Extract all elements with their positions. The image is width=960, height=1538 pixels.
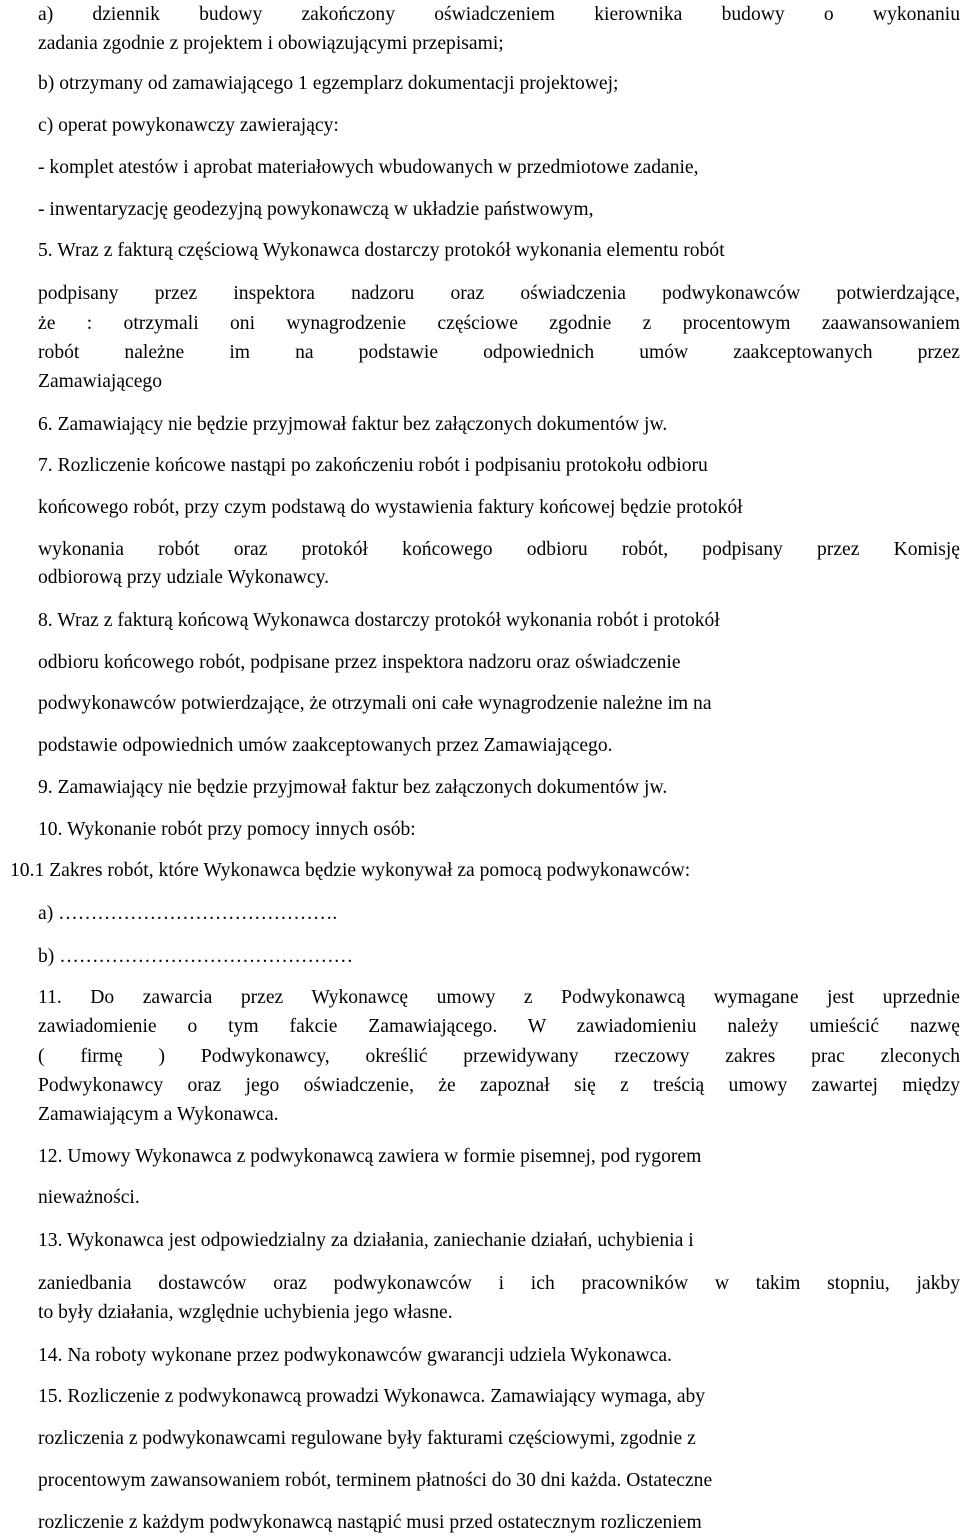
text-line: Zamawiającego bbox=[38, 371, 163, 392]
text-line: 6. Zamawiający nie będzie przyjmował faktur bez załączonych dokumentów jw. bbox=[38, 414, 668, 435]
text-line: odbioru końcowego robót, podpisane przez inspektora nadzoru oraz oświadczenie bbox=[38, 652, 681, 673]
text-line: końcowego robót, przy czym podstawą do wystawienia faktury końcowej będzie protokół bbox=[38, 497, 743, 518]
text-line: rozliczenie z każdym podwykonawcą nastąpić musi przed ostatecznym rozliczeniem bbox=[38, 1512, 702, 1533]
text-line: a) ……………………………………. bbox=[38, 903, 338, 924]
text-line: wykonania robót oraz protokół końcowego odbioru robót, podpisany przez Komisję bbox=[38, 539, 960, 560]
text-line: 8. Wraz z fakturą końcową Wykonawca dostarczy protokół wykonania robót i protokół bbox=[38, 610, 720, 631]
text-line: zawiadomienie o tym fakcie Zamawiającego. W zawiadomieniu należy umieścić nazwę bbox=[38, 1016, 960, 1037]
text-line: że : otrzymali oni wynagrodzenie częściowe zgodnie z procentowym zaawansowaniem bbox=[38, 313, 960, 334]
text-line: procentowym zawansowaniem robót, terminem płatności do 30 dni każda. Ostateczne bbox=[38, 1470, 713, 1491]
text-line: - inwentaryzację geodezyjną powykonawczą w układzie państwowym, bbox=[38, 199, 594, 220]
text-line: odbiorową przy udziale Wykonawcy. bbox=[38, 567, 329, 588]
text-line: 11. Do zawarcia przez Wykonawcę umowy z Podwykonawcą wymagane jest uprzednie bbox=[38, 987, 960, 1008]
text-line: 13. Wykonawca jest odpowiedzialny za działania, zaniechanie działań, uchybienia i bbox=[38, 1230, 694, 1251]
text-line: to były działania, względnie uchybienia jego własne. bbox=[38, 1302, 453, 1323]
text-line: 5. Wraz z fakturą częściową Wykonawca dostarczy protokół wykonania elementu robót bbox=[38, 240, 725, 261]
text-line: podstawie odpowiednich umów zaakceptowanych przez Zamawiającego. bbox=[38, 735, 613, 756]
text-line: ( firmę ) Podwykonawcy, określić przewidywany rzeczowy zakres prac zleconych bbox=[38, 1046, 960, 1067]
text-line: 10.1 Zakres robót, które Wykonawca będzie wykonywał za pomocą podwykonawców: bbox=[10, 860, 691, 881]
text-line: 15. Rozliczenie z podwykonawcą prowadzi Wykonawca. Zamawiający wymaga, aby bbox=[38, 1386, 706, 1407]
text-line: Podwykonawcy oraz jego oświadczenie, że zapoznał się z treścią umowy zawartej między bbox=[38, 1075, 960, 1096]
text-line: 10. Wykonanie robót przy pomocy innych osób: bbox=[38, 819, 416, 840]
text-line: 7. Rozliczenie końcowe nastąpi po zakończeniu robót i podpisaniu protokołu odbioru bbox=[38, 455, 708, 476]
text-line: robót należne im na podstawie odpowiednich umów zaakceptowanych przez bbox=[38, 342, 960, 363]
text-line: c) operat powykonawczy zawierający: bbox=[38, 115, 339, 136]
text-line: podwykonawców potwierdzające, że otrzymali oni całe wynagrodzenie należne im na bbox=[38, 693, 712, 714]
text-line: b) ……………………………………… bbox=[38, 946, 354, 967]
text-line: nieważności. bbox=[38, 1187, 140, 1208]
text-line: - komplet atestów i aprobat materiałowych wbudowanych w przedmiotowe zadanie, bbox=[38, 157, 699, 178]
text-line: zadania zgodnie z projektem i obowiązującymi przepisami; bbox=[38, 33, 504, 54]
text-line: Zamawiającym a Wykonawca. bbox=[38, 1104, 279, 1125]
text-line: 9. Zamawiający nie będzie przyjmował faktur bez załączonych dokumentów jw. bbox=[38, 777, 668, 798]
text-line: podpisany przez inspektora nadzoru oraz oświadczenia podwykonawców potwierdzające, bbox=[38, 283, 960, 304]
text-line: a) dziennik budowy zakończony oświadczeniem kierownika budowy o wykonaniu bbox=[38, 4, 960, 25]
text-line: b) otrzymany od zamawiającego 1 egzemplarz dokumentacji projektowej; bbox=[38, 73, 619, 94]
text-line: rozliczenia z podwykonawcami regulowane były fakturami częściowymi, zgodnie z bbox=[38, 1428, 696, 1449]
text-line: 12. Umowy Wykonawca z podwykonawcą zawiera w formie pisemnej, pod rygorem bbox=[38, 1146, 702, 1167]
text-line: 14. Na roboty wykonane przez podwykonawców gwarancji udziela Wykonawca. bbox=[38, 1345, 672, 1366]
text-line: zaniedbania dostawców oraz podwykonawców i ich pracowników w takim stopniu, jakby bbox=[38, 1273, 960, 1294]
